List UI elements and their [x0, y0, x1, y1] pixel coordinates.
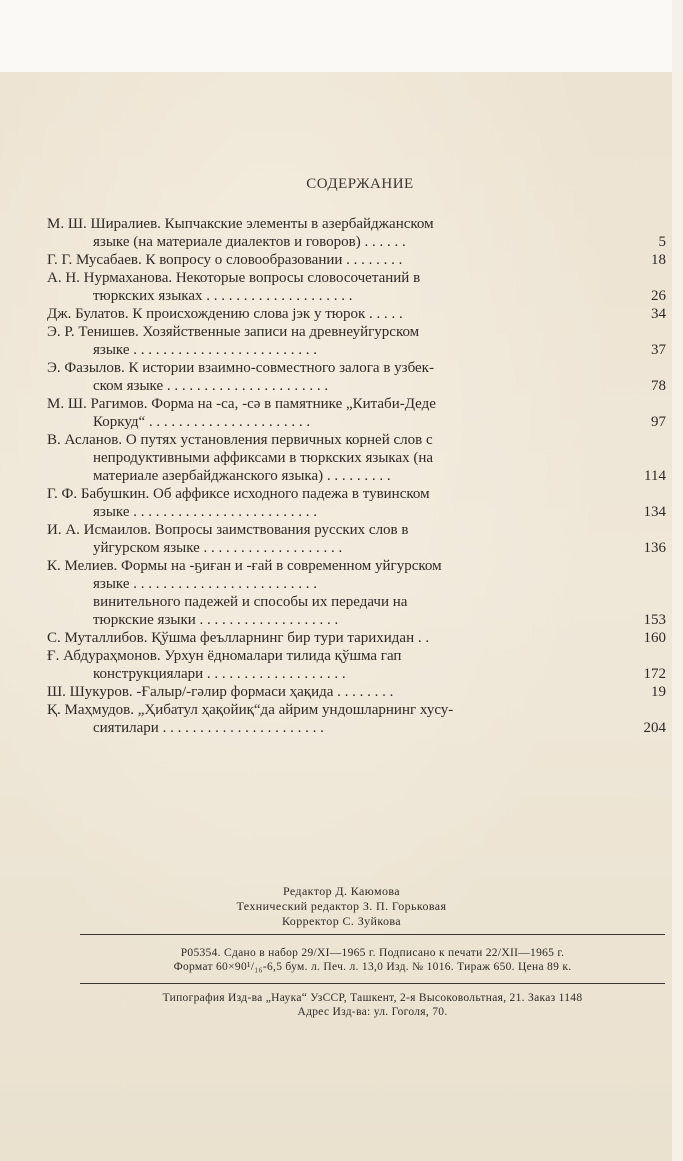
proofreader-line: Корректор С. Зуйкова	[282, 914, 401, 928]
toc-line: непродуктивными аффиксами в тюркских языках (на	[93, 450, 434, 466]
toc-line: Э. Фазылов. К истории взаимно-совместного залога в узбек-	[47, 360, 434, 376]
toc-line: уйгурском языке . . . . . . . . . . . . . . . . . . . 136	[93, 540, 666, 556]
print-line: Р05354. Сдано в набор 29/XI—1965 г. Подписано к печати 22/XII—1965 г.	[180, 947, 565, 959]
toc-line: материале азербайджанского языка) . . . . . . . . . 114	[93, 468, 666, 484]
toc-line: тюркские языки . . . . . . . . . . . . . . . . . . . 153	[93, 612, 666, 628]
toc-line: Э. Р. Тенишев. Хозяйственные записи на древнеуйгурском	[47, 324, 420, 340]
toc-line: Қ. Маҳмудов. „Ҳибатул ҳақойиқ“да айрим ундошларнинг хусу-	[47, 702, 454, 718]
toc-line: Ш. Шукуров. -Ғалыр/-гәлир формаси ҳақида . . . . . . . . 19	[47, 684, 666, 700]
toc-line: винительного падежей и способы их передачи на	[93, 594, 408, 610]
toc-line: конструкциялари . . . . . . . . . . . . . . . . . . . 172	[93, 666, 666, 682]
toc-line: Г. Ф. Бабушкин. Об аффиксе исходного падежа в тувинском	[47, 486, 430, 502]
toc-line: К. Мелиев. Формы на -ҕиған и -ғай в современном уйгурском	[47, 558, 442, 574]
printer-line: Адрес Изд-ва: ул. Гоголя, 70.	[297, 1006, 448, 1018]
divider-rule	[80, 983, 665, 984]
editor-line: Редактор Д. Каюмова	[282, 884, 401, 898]
toc-line: языке . . . . . . . . . . . . . . . . . . . . . . . . . 134	[93, 504, 666, 520]
printer-line: Типография Изд-ва „Наука“ УзССР, Ташкент, 2-я Высоковольтная, 21. Заказ 1148	[162, 992, 583, 1004]
printer-info	[80, 991, 665, 1019]
toc-line: языке . . . . . . . . . . . . . . . . . . . . . . . . .	[93, 576, 317, 592]
toc-line: В. Асланов. О путях установления первичных корней слов с	[47, 432, 433, 448]
contents-title: СОДЕРЖАНИЕ	[306, 176, 414, 192]
toc-line: Ғ. Абдураҳмонов. Урхун ёдномалари тилида қўшма гап	[47, 648, 402, 664]
toc-line: тюркских языках . . . . . . . . . . . . . . . . . . . . 26	[93, 288, 666, 304]
toc-line: языке (на материале диалектов и говоров) . . . . . . 5	[93, 234, 666, 250]
toc-line: языке . . . . . . . . . . . . . . . . . . . . . . . . . 37	[93, 342, 666, 358]
toc-line: М. Ш. Рагимов. Форма на -са, -сә в памятнике „Китаби-Деде	[47, 396, 436, 412]
toc-line: А. Н. Нурмаханова. Некоторые вопросы словосочетаний в	[47, 270, 421, 286]
toc-line: М. Ш. Ширалиев. Кыпчакские элементы в азербайджанском	[47, 216, 434, 232]
print-details	[80, 946, 665, 974]
credits	[0, 884, 683, 929]
table-of-contents	[47, 215, 672, 737]
divider-rule	[80, 934, 665, 935]
toc-line: С. Муталлибов. Қўшма феълларнинг бир тури тарихидан . . 160	[47, 630, 666, 646]
toc-line: Г. Г. Мусабаев. К вопросу о словообразовании . . . . . . . . 18	[47, 252, 666, 268]
toc-line: ском языке . . . . . . . . . . . . . . . . . . . . . . 78	[93, 378, 666, 394]
print-line: Формат 60×90¹/₁₆-6,5 бум. л. Печ. л. 13,0 Изд. № 1016. Тираж 650. Цена 89 к.	[173, 961, 572, 973]
top-margin-strip	[0, 0, 683, 72]
toc-line: И. А. Исмаилов. Вопросы заимствования русских слов в	[47, 522, 409, 538]
right-margin-strip	[672, 0, 683, 1161]
toc-line: Коркуд“ . . . . . . . . . . . . . . . . . . . . . . 97	[93, 414, 666, 430]
tech-editor-line: Технический редактор З. П. Горьковая	[236, 899, 447, 913]
toc-line: сиятилари . . . . . . . . . . . . . . . . . . . . . . 204	[93, 720, 666, 736]
toc-line: Дж. Булатов. К происхождению слова јэк у тюрок . . . . . 34	[47, 306, 666, 322]
